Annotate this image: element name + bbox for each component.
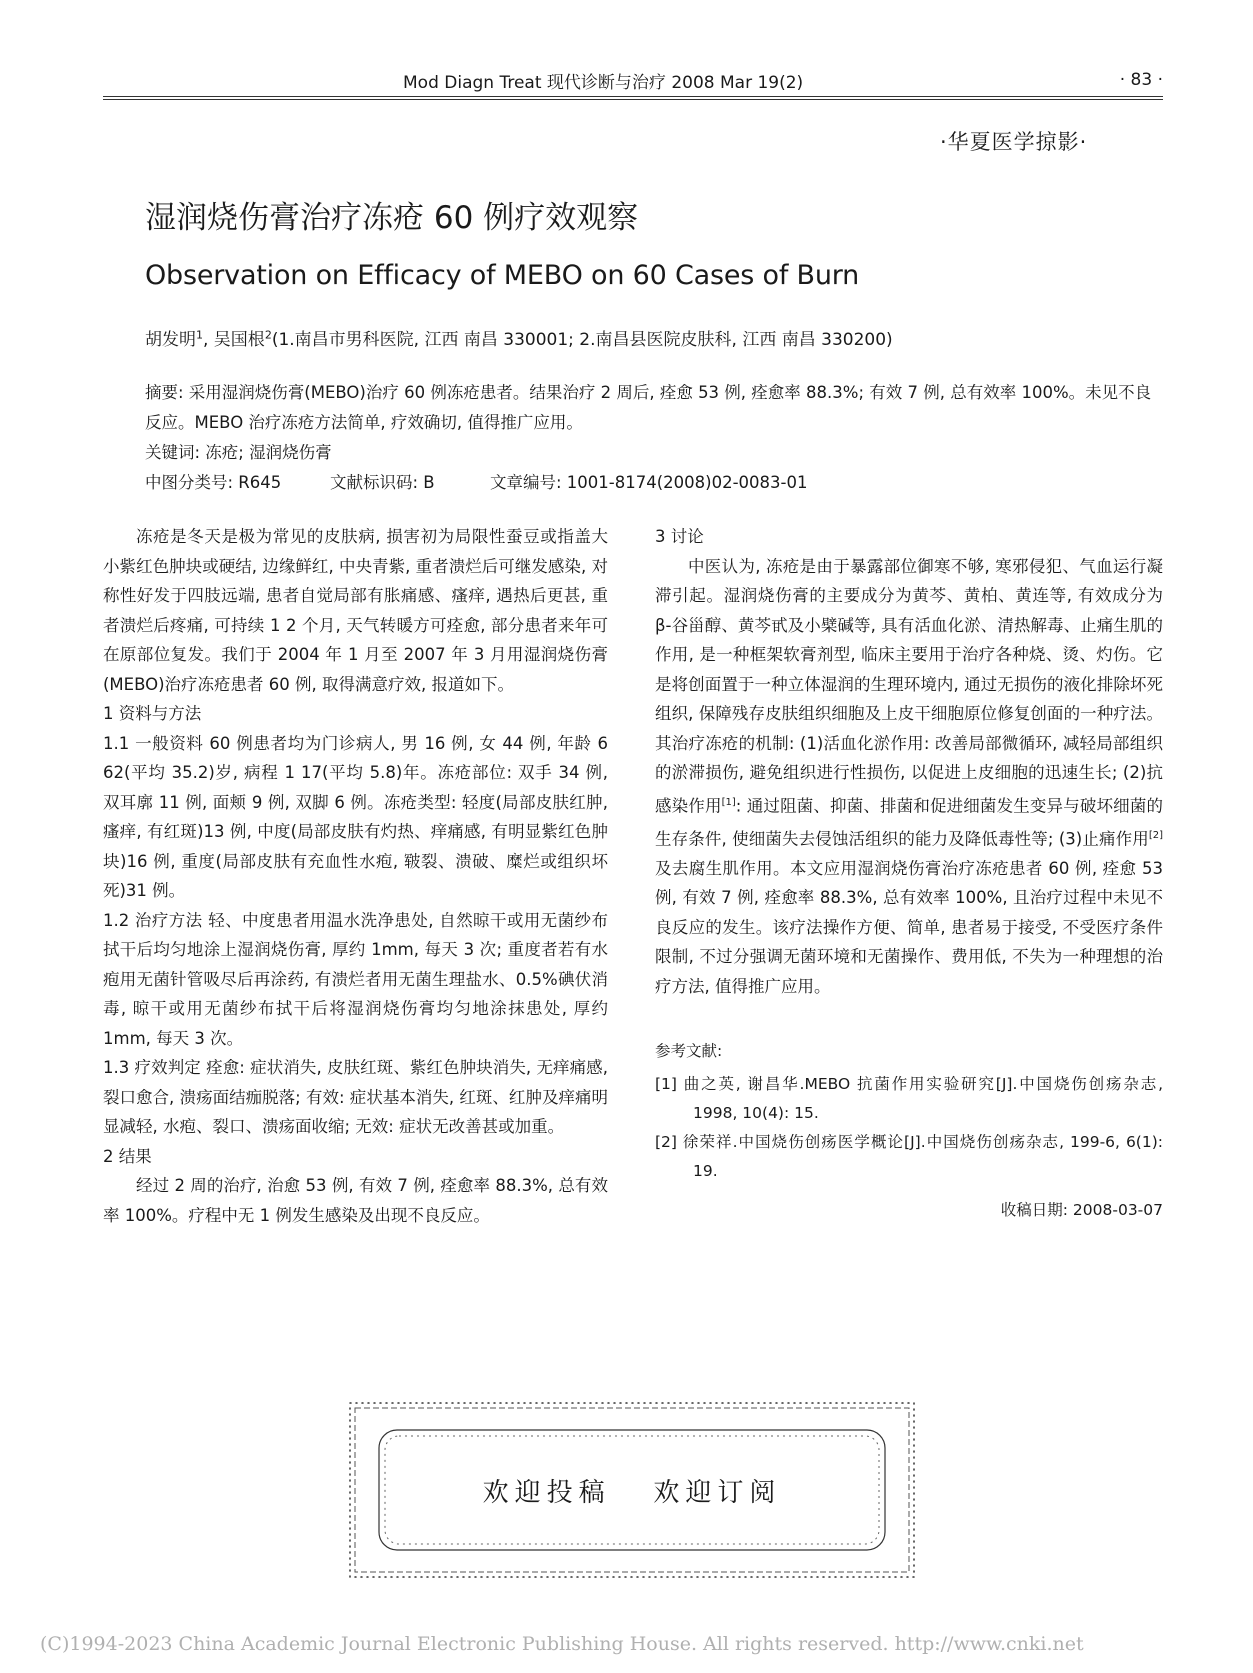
results-paragraph: 经过 2 周的治疗, 治愈 53 例, 有效 7 例, 痊愈率 88.3%, 总有效率 100%。疗程中无 1 例发生感染及出现不良反应。 [103, 1176, 608, 1225]
keywords: 关键词: 冻疮; 湿润烧伤膏 [145, 443, 332, 462]
discussion-text: 及去腐生肌作用。本文应用湿润烧伤膏治疗冻疮患者 60 例, 痊愈 53 例, 有效 7 例, 痊愈率 88.3%, 总有效率 100%, 且治疗过程中未见不良反应的发生。该疗法操作方便、简单, 患者易于接受, 不受医疗条件限制, 不过分强调无菌环境和无菌操作、费用低, 不失为一种理想的治疗方法, 值得推广应用。 [655, 858, 1163, 996]
abstract: 摘要: 采用湿润烧伤膏(MEBO)治疗 60 例冻疮患者。结果治疗 2 周后, 痊愈 53 例, 痊愈率 88.3%; 有效 7 例, 总有效率 100%。未见不良反应。MEBO 治疗冻疮方法简单, 疗效确切, 值得推广应用。 [145, 383, 1152, 432]
article-title-zh: 湿润烧伤膏治疗冻疮 60 例疗效观察 [145, 200, 639, 236]
reference-item: [2] 徐荣祥.中国烧伤创疡医学概论[J].中国烧伤创疡杂志, 199-6, 6(1): 19. [655, 1133, 1163, 1180]
author-line [145, 325, 893, 350]
discussion-text: 中医认为, 冻疮是由于暴露部位御寒不够, 寒邪侵犯、气血运行凝滞引起。湿润烧伤膏的主要成分为黄芩、黄柏、黄连等, 有效成分为 β-谷甾醇、黄芩甙及小檗碱等, 具有活血化淤、清热解毒、止痛生肌的作用, 是一种框架软膏剂型, 临床主要用于治疗各种烧、烫、灼伤。它是将创面置于一种立体湿润的生理环境内, 通过无损伤的液化排除坏死组织, 保障残存皮肤组织细胞及上皮干细胞原位修复创面的一种疗法。其治疗冻疮的机制: (1)活血化淤作用: 改善局部微循环, 减轻局部组织的淤滞损伤, 避免组织进行性损伤, 以促进上皮细胞的迅速生长; (2)抗感染作用 [655, 556, 1163, 815]
received-date: 收稿日期: 2008-03-07 [1000, 1201, 1163, 1219]
intro-paragraph: 冻疮是冬天是极为常见的皮肤病, 损害初为局限性蚕豆或指盖大小紫红色肿块或硬结, 边缘鲜红, 中央青紫, 重者溃烂后可继发感染, 对称性好发于四肢远端, 患者自觉局部有胀痛感、瘙痒, 遇热后更甚, 重者溃烂后疼痛, 可持续 1 2 个月, 天气转暖方可痊愈, 部分患者来年可在原部位复发。我们于 2004 年 1 月至 2007 年 3 月用湿润烧伤膏(MEBO)治疗冻疮患者 60 例, 取得满意疗效, 报道如下。 [103, 527, 608, 694]
body-column-right [655, 522, 1163, 1226]
affiliation-marker: 1 [196, 328, 203, 342]
references-section [655, 1037, 1163, 1186]
reference-item: [1] 曲之英, 谢昌华.MEBO 抗菌作用实验研究[J].中国烧伤创疡杂志, 1998, 10(4): 15. [655, 1075, 1163, 1122]
subsection-criteria: 1.3 疗效判定 痊愈: 症状消失, 皮肤红斑、紫红色肿块消失, 无痒痛感, 裂口愈合, 溃疡面结痂脱落; 有效: 症状基本消失, 红斑、红肿及痒痛明显减轻, 水疱、裂口、溃疡面收缩; 无效: 症状无改善甚或加重。 [103, 1058, 608, 1136]
article-id: 文章编号: 1001-8174(2008)02-0083-01 [490, 473, 808, 492]
section-heading: 1 资料与方法 [103, 704, 202, 723]
section-heading: 2 结果 [103, 1146, 152, 1166]
journal-citation: Mod Diagn Treat 现代诊断与治疗 2008 Mar 19(2) [403, 73, 804, 93]
citation-marker: [2] [1148, 829, 1163, 841]
body-column-left [103, 522, 608, 1230]
running-header [103, 68, 1163, 98]
author-name: , 吴国根 [203, 330, 265, 350]
clc-number: 中图分类号: R645 [145, 473, 282, 492]
article-title-en: Observation on Efficacy of MEBO on 60 Cases of Burn [145, 260, 860, 291]
affiliations: (1.南昌市男科医院, 江西 南昌 330001; 2.南昌县医院皮肤科, 江西 南昌 330200) [271, 330, 893, 350]
promo-text: 欢迎投稿 欢迎订阅 [482, 1477, 782, 1508]
discussion-text: : 通过阻菌、抑菌、排菌和促进细菌发生变异与破坏细菌的生存条件, 使细菌失去侵蚀活组织的能力及降低毒性等; (3)止痛作用 [655, 796, 1163, 848]
section-heading: 3 讨论 [655, 527, 704, 546]
references-title: 参考文献: [655, 1042, 723, 1060]
subsection-general-data: 1.1 一般资料 60 例患者均为门诊病人, 男 16 例, 女 44 例, 年龄 6 62(平均 35.2)岁, 病程 1 17(平均 5.8)年。冻疮部位: 双手 34 例, 双耳廓 11 例, 面颊 9 例, 双脚 6 例。冻疮类型: 轻度(局部皮肤红肿, 瘙痒, 有红斑)13 例, 中度(局部皮肤有灼热、痒痛感, 有明显紫红色肿块)16 例, 重度(局部皮肤有充血性水疱, 皲裂、溃破、糜烂或组织坏死)31 例。 [103, 733, 608, 900]
promo-box [347, 1400, 917, 1580]
discussion-paragraph [655, 552, 1163, 1002]
subsection-treatment: 1.2 治疗方法 轻、中度患者用温水洗净患处, 自然晾干或用无菌纱布拭干后均匀地涂上湿润烧伤膏, 厚约 1mm, 每天 3 次; 重度者若有水疱用无菌针管吸尽后再涂药, 有溃烂者用无菌生理盐水、0.5%碘伏消毒, 晾干或用无菌纱布拭干后将湿润烧伤膏均匀地涂抹患处, 厚约 1mm, 每天 3 次。 [103, 910, 608, 1048]
copyright-footer: (C)1994-2023 China Academic Journal Electronic Publishing House. All rights reserved. http://www.cnki.net [40, 1633, 1084, 1655]
page-number: · 83 · [1119, 70, 1163, 90]
header-rule [103, 96, 1163, 97]
citation-marker: [1] [721, 796, 736, 808]
header-rule [103, 99, 1163, 100]
abstract-block [145, 378, 1155, 498]
section-tag: ·华夏医学掠影· [940, 130, 1088, 154]
classification-row [145, 468, 1155, 498]
document-code: 文献标识码: B [330, 473, 435, 492]
author-name: 胡发明 [145, 330, 196, 350]
affiliation-marker: 2 [264, 328, 272, 342]
